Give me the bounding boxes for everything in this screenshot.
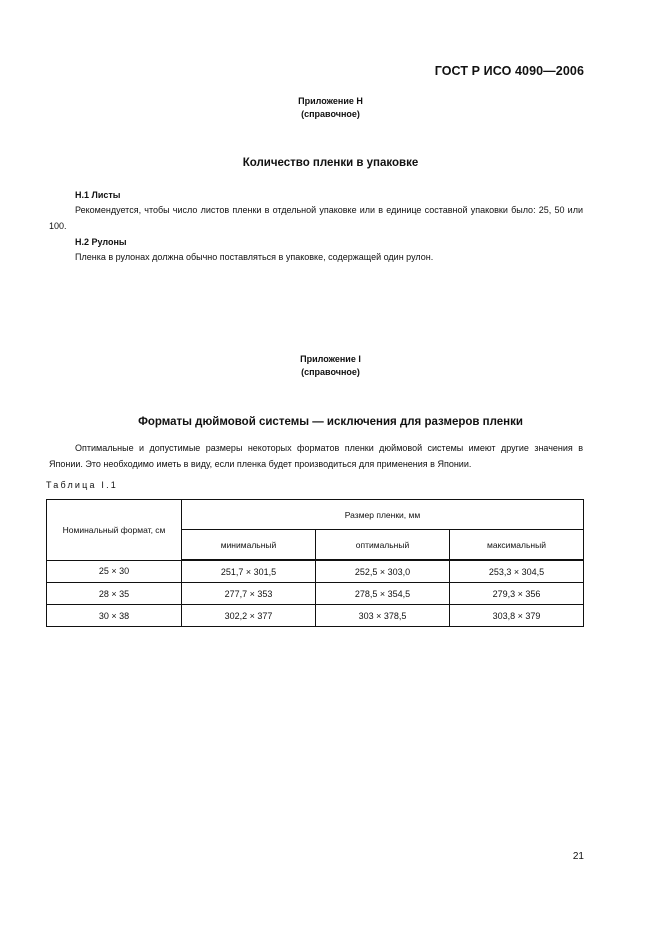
annex-h-section-title: Количество пленки в упаковке xyxy=(242,157,419,169)
h1-paragraph: Рекомендуется, чтобы число листов пленки в отдельной упаковке или в единице составной упаковки было: 25, 50 или 100. xyxy=(49,205,583,231)
cell-nominal: 30 × 38 xyxy=(47,605,182,627)
cell-max: 279,3 × 356 xyxy=(450,583,584,605)
header-nominal-format: Номинальный формат, см xyxy=(47,500,182,561)
cell-opt: 303 × 378,5 xyxy=(316,605,450,627)
annex-i-subtitle: (справочное) xyxy=(301,367,360,377)
annex-i-section-title: Форматы дюймовой системы — исключения для размеров пленки xyxy=(138,416,523,428)
cell-opt: 278,5 × 354,5 xyxy=(316,583,450,605)
header-maximal: максимальный xyxy=(450,530,584,561)
cell-nominal: 28 × 35 xyxy=(47,583,182,605)
cell-max: 253,3 × 304,5 xyxy=(450,560,584,583)
header-film-size: Размер пленки, мм xyxy=(182,500,584,530)
document-code: ГОСТ Р ИСО 4090—2006 xyxy=(434,64,584,78)
page-number: 21 xyxy=(572,851,584,862)
annex-i-label: Приложение I xyxy=(300,354,361,364)
cell-max: 303,8 × 379 xyxy=(450,605,584,627)
cell-opt: 252,5 × 303,0 xyxy=(316,560,450,583)
annex-h-title xyxy=(0,95,661,121)
cell-nominal: 25 × 30 xyxy=(47,560,182,583)
header-optimal: оптимальный xyxy=(316,530,450,561)
table-caption: Таблица I.1 xyxy=(46,480,118,490)
cell-min: 277,7 × 353 xyxy=(182,583,316,605)
annex-h-label: Приложение Н xyxy=(298,96,363,106)
table-row xyxy=(47,605,584,627)
header-minimal: минимальный xyxy=(182,530,316,561)
h2-heading: Н.2 Рулоны xyxy=(75,237,127,247)
table-row xyxy=(47,560,584,583)
annex-h-subtitle: (справочное) xyxy=(301,109,360,119)
cell-min: 251,7 × 301,5 xyxy=(182,560,316,583)
film-size-table xyxy=(46,499,584,627)
annex-i-title xyxy=(0,353,661,379)
h2-paragraph: Пленка в рулонах должна обычно поставляться в упаковке, содержащей один рулон. xyxy=(75,252,434,262)
cell-min: 302,2 × 377 xyxy=(182,605,316,627)
annex-i-intro: Оптимальные и допустимые размеры некоторых форматов пленки дюймовой системы имеют другие значения в Японии. Это необходимо иметь в виду, если пленка будет производиться для применения в Японии. xyxy=(49,443,583,469)
table-row xyxy=(47,583,584,605)
h1-heading: Н.1 Листы xyxy=(75,190,121,200)
